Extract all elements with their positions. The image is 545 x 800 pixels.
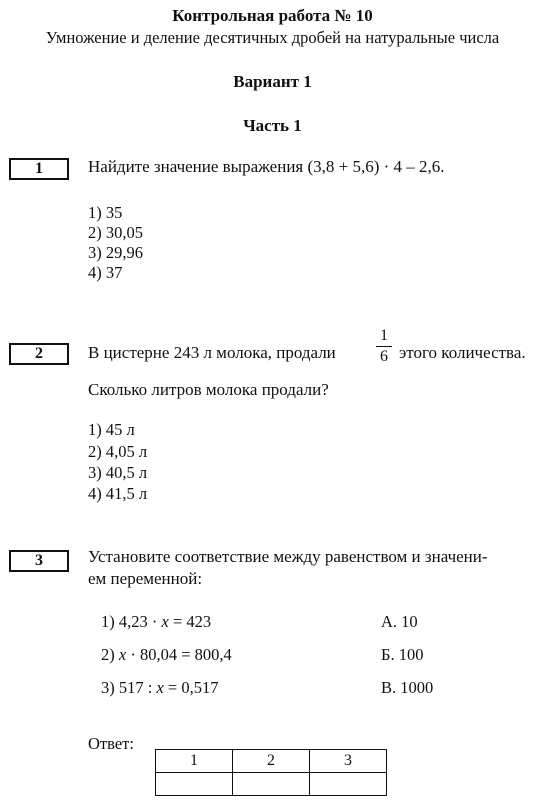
equation-variable: x xyxy=(161,612,169,631)
task-number-box: 3 xyxy=(9,550,69,572)
equation-item xyxy=(101,645,232,665)
value-option: А. 10 xyxy=(381,612,418,631)
answer-table-header-cell: 1 xyxy=(156,750,233,773)
answer-option: 2) 30,05 xyxy=(88,223,143,242)
answer-option: 1) 45 л xyxy=(88,420,135,439)
variant-heading: Вариант 1 xyxy=(233,72,312,91)
fraction-denominator: 6 xyxy=(380,348,388,365)
equation-variable: x xyxy=(118,645,127,664)
answer-table-header-cell: 2 xyxy=(233,750,310,773)
equation-item xyxy=(101,678,218,698)
task-number-box: 2 xyxy=(9,343,69,365)
answer-table-header-cell: 3 xyxy=(310,750,387,773)
fraction-numerator: 1 xyxy=(380,327,388,344)
task-question: Установите соответствие между равенством и значени- xyxy=(88,547,488,566)
task-number-box: 1 xyxy=(9,158,69,180)
equation-suffix: = 0,517 xyxy=(163,678,219,697)
answer-table xyxy=(155,749,387,796)
answer-option: 2) 4,05 л xyxy=(88,442,148,461)
answer-cell[interactable] xyxy=(233,773,310,796)
equation-suffix: = 423 xyxy=(168,612,212,631)
fraction xyxy=(376,327,392,366)
value-option: В. 1000 xyxy=(381,678,434,697)
page-title: Контрольная работа № 10 xyxy=(172,6,373,25)
task-question-continuation: этого количества. xyxy=(399,343,526,362)
answer-option: 3) 40,5 л xyxy=(88,463,148,482)
part-heading: Часть 1 xyxy=(243,116,302,135)
equation-prefix: 2) xyxy=(101,645,119,664)
value-option: Б. 100 xyxy=(381,645,424,664)
answer-table-header-row xyxy=(156,750,387,773)
answer-label: Ответ: xyxy=(88,734,134,753)
answer-option: 4) 41,5 л xyxy=(88,484,148,503)
answer-option: 3) 29,96 xyxy=(88,243,143,262)
page-subtitle: Умножение и деление десятичных дробей на натуральные числа xyxy=(45,28,500,47)
task-question: Найдите значение выражения (3,8 + 5,6) · 4 – 2,6. xyxy=(88,157,445,176)
answer-table-input-row xyxy=(156,773,387,796)
answer-cell[interactable] xyxy=(156,773,233,796)
answer-option: 1) 35 xyxy=(88,203,123,222)
equation-item xyxy=(101,612,211,632)
answer-cell[interactable] xyxy=(310,773,387,796)
fraction-bar xyxy=(376,346,392,347)
task-question: В цистерне 243 л молока, продали xyxy=(88,343,336,362)
equation-variable: x xyxy=(156,678,164,697)
equation-prefix: 1) 4,23 · xyxy=(101,612,162,631)
equation-prefix: 3) 517 : xyxy=(101,678,157,697)
task-question-line2: Сколько литров молока продали? xyxy=(88,380,329,399)
answer-option: 4) 37 xyxy=(88,263,123,282)
task-question-line2: ем переменной: xyxy=(88,569,203,588)
equation-suffix: · 80,04 = 800,4 xyxy=(126,645,232,664)
